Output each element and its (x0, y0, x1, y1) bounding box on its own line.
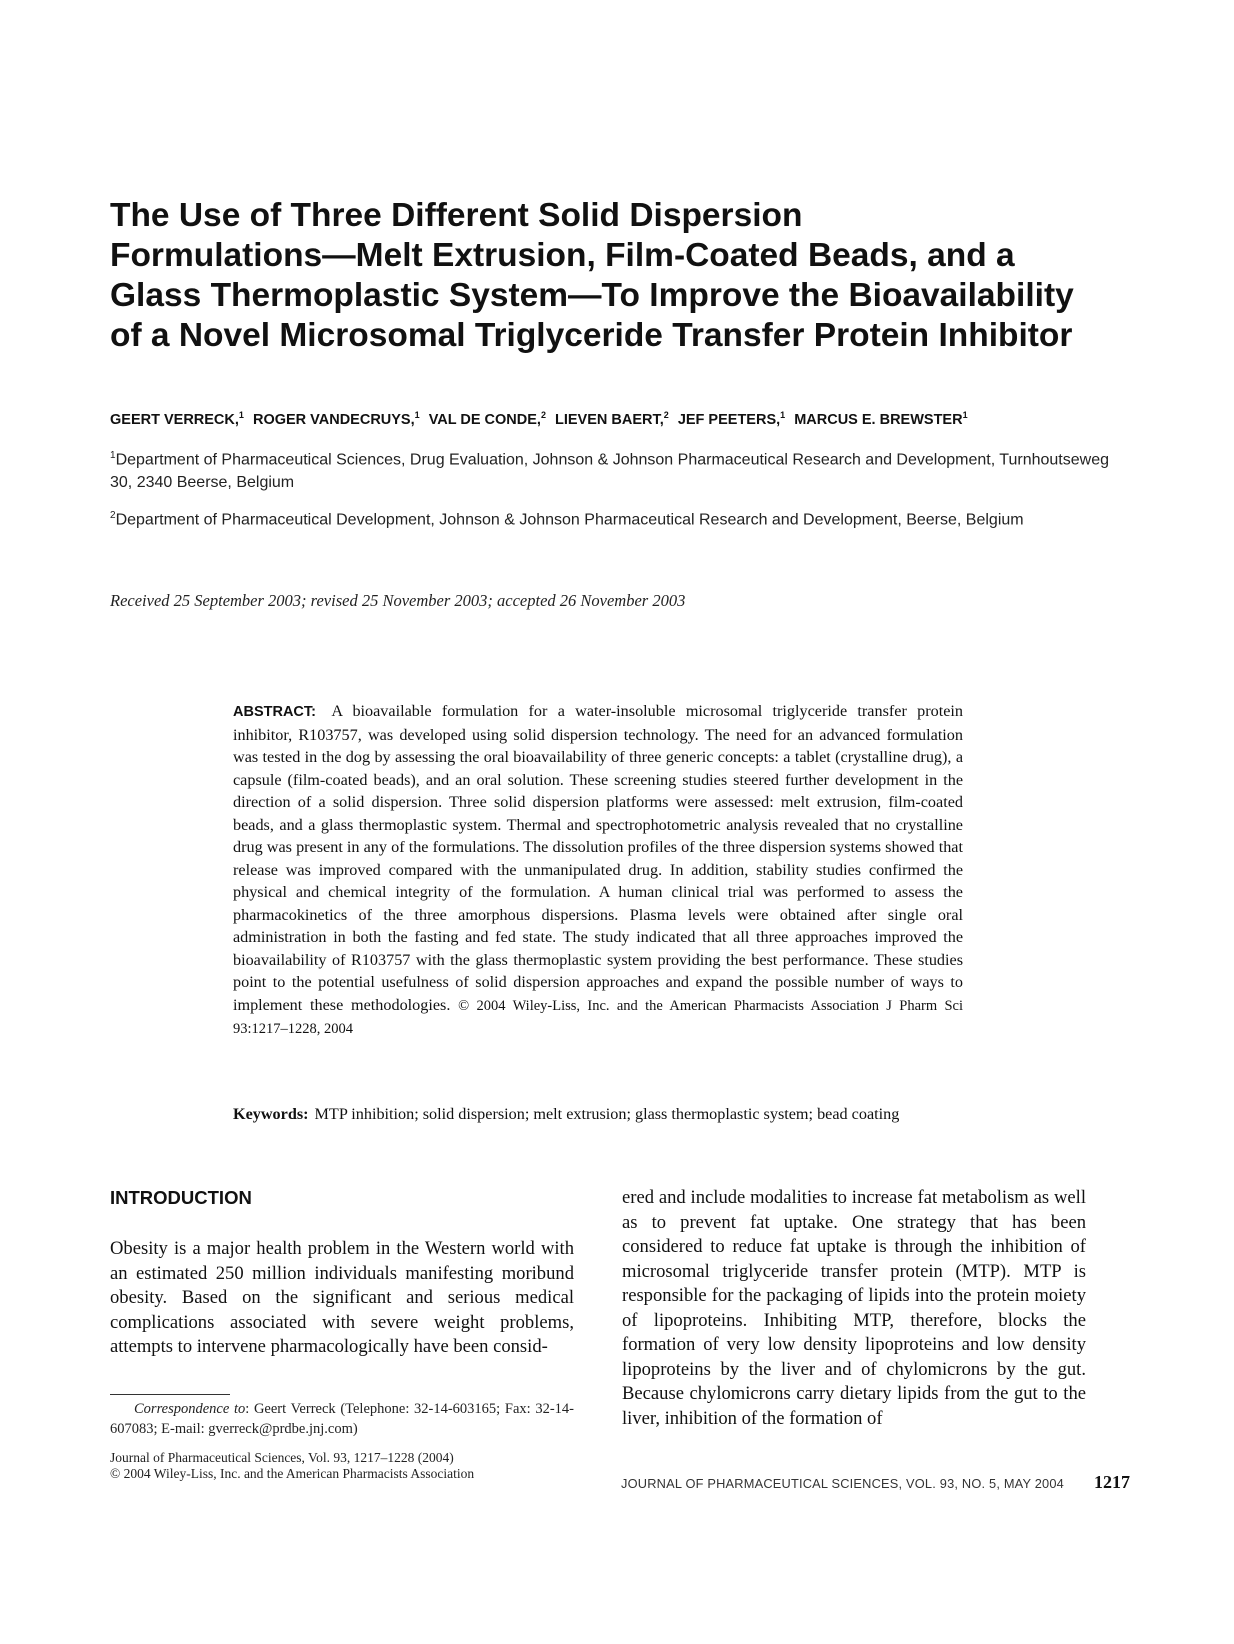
author: MARCUS E. BREWSTER$^1$ (794, 410, 968, 428)
author-list (110, 410, 1130, 428)
author-affiliation-mark: 1 (962, 410, 968, 420)
journal-citation (110, 1450, 574, 1482)
author: ROGER VANDECRUYS,$^1$ (252, 410, 420, 428)
author-affiliation-mark: 1 (238, 410, 244, 420)
affiliation (110, 444, 1130, 494)
correspondence-label: Correspondence to (134, 1401, 246, 1417)
journal-citation-line: Journal of Pharmaceutical Sciences, Vol. 93, 1217–1228 (2004) (110, 1450, 454, 1465)
introduction-right-column: ered and include modalities to increase fat metabolism as well as to prevent fat uptake. One strategy that has been considered to reduce fat uptake is through the inhibition of microsomal triglyceride transfer protein (MTP). MTP is responsible for the packaging of lipids into the protein moiety of lipoproteins. Inhibiting MTP, therefore, blocks the formation of very low density lipoproteins and low density lipoproteins by the liver and of chylomicrons by the gut. Because chylomicrons carry dietary lipids from the gut to the liver, inhibition of the formation of (622, 1187, 1086, 1429)
received-dates: Received 25 September 2003; revised 25 November 2003; accepted 26 November 2003 (110, 591, 686, 610)
keywords (233, 1103, 963, 1126)
section-heading: INTRODUCTION (110, 1187, 252, 1208)
journal-copyright-line: © 2004 Wiley-Liss, Inc. and the American Pharmacists Association (110, 1466, 475, 1481)
article-title (110, 196, 1130, 356)
correspondence-footnote (110, 1400, 574, 1439)
abstract (233, 700, 963, 1041)
introduction-left-column: Obesity is a major health problem in the Western world with an estimated 250 million individuals manifesting moribund obesity. Based on the significant and serious medical complications associated with severe weight problems, attempts to intervene pharmacologically have been consid- (110, 1238, 574, 1357)
abstract-label: ABSTRACT: (233, 704, 316, 720)
author-affiliation-mark: 2 (540, 410, 546, 420)
page-footer (534, 1472, 1130, 1493)
author: JEF PEETERS,$^1$ (677, 410, 786, 428)
title-line: Formulations—Melt Extrusion, Film-Coated Beads, and a (110, 237, 1015, 274)
affiliation-text: Department of Pharmaceutical Development, Johnson & Johnson Pharmaceutical Research and Development, Beerse, Belgium (115, 511, 1024, 529)
keywords-text: MTP inhibition; solid dispersion; melt extrusion; glass thermoplastic system; bead coating (314, 1105, 900, 1123)
author-affiliation-mark: 1 (780, 410, 786, 420)
title-line: Glass Thermoplastic System—To Improve the Bioavailability (110, 277, 1074, 314)
title-line: The Use of Three Different Solid Dispersion (110, 197, 803, 234)
author-affiliation-mark: 1 (414, 410, 420, 420)
author: GEERT VERRECK,$^1$ (110, 410, 244, 428)
author-affiliation-mark: 2 (663, 410, 669, 420)
affiliation-text: Department of Pharmaceutical Sciences, Drug Evaluation, Johnson & Johnson Pharmaceutical Research and Development, Turnhoutseweg 30, 2340 Beerse, Belgium (110, 451, 1109, 492)
author: LIEVEN BAERT,$^2$ (555, 410, 669, 428)
footnote-divider (110, 1394, 230, 1395)
correspondence-text: : Geert Verreck (Telephone: 32-14-603165; Fax: 32-14-607083; E-mail: gverreck@prdbe.jnj.com) (110, 1401, 574, 1437)
running-footer-journal: JOURNAL OF PHARMACEUTICAL SCIENCES, VOL. 93, NO. 5, MAY 2004 (621, 1476, 1064, 1491)
title-line: of a Novel Microsomal Triglyceride Transfer Protein Inhibitor (110, 317, 1073, 354)
affiliation-number: 1 (110, 450, 116, 461)
author: VAL DE CONDE,$^2$ (428, 410, 546, 428)
affiliation (110, 504, 1130, 531)
abstract-copyright: © 2004 Wiley-Liss, Inc. and the American Pharmacists Association J Pharm Sci 93:1217–1228, 2004 (233, 997, 963, 1037)
page-number: 1217 (1094, 1472, 1130, 1492)
affiliation-number: 2 (110, 510, 116, 521)
abstract-text: A bioavailable formulation for a water-insoluble microsomal triglyceride transfer protein inhibitor, R103757, was developed using solid dispersion technology. The need for an advanced formulation was tested in the dog by assessing the oral bioavailability of three generic concepts: a tablet (crystalline drug), a capsule (film-coated beads), and an oral solution. These screening studies steered further development in the direction of a solid dispersion. Three solid dispersion platforms were assessed: melt extrusion, film-coated beads, and a glass thermoplastic system. Thermal and spectrophotometric analysis revealed that no crystalline drug was present in any of the formulations. The dissolution profiles of the three dispersion systems showed that release was improved compared with the unmanipulated drug. In addition, stability studies confirmed the physical and chemical integrity of the formulation. A human clinical trial was performed to assess the pharmacokinetics of the three amorphous dispersions. Plasma levels were obtained after single oral administration in both the fasting and fed state. The study indicated that all three approaches improved the bioavailability of R103757 with the glass thermoplastic system providing the best performance. These studies point to the potential usefulness of solid dispersion approaches and expand the possible number of ways to implement these methodologies. (233, 702, 963, 1014)
keywords-label: Keywords: (233, 1105, 309, 1123)
